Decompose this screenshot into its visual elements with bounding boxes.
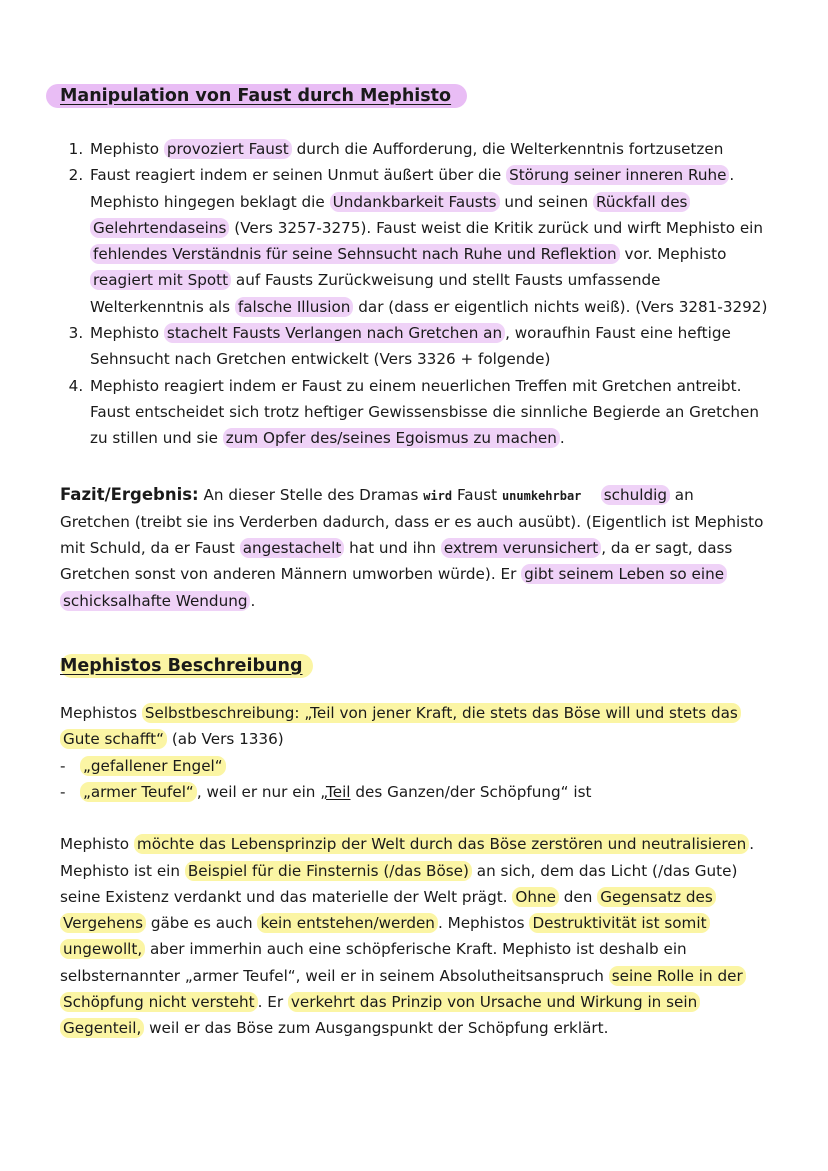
list-item: 2. Faust reagiert indem er seinen Unmut äußert über die Störung seiner inneren Ruhe . Mephisto hingegen beklagt die Undankbarkeit Fausts und seinen Rückfall des Gelehrtendaseins (Vers 3257-3275). Faust weist die Kritik zurück und wirft Mephisto ein fehlendes Verständnis für seine Sehnsucht nach Ruhe und Reflektion vor. Mephisto reagiert mit Spott auf Fausts Zurückweisung und stellt Fausts umfassende Welterkenntnis als falsche Illusion dar (dass er eigentlich nichts weiß). (Vers 3281-3292) [88, 162, 768, 320]
selbstbeschreibung-paragraph: Mephistos Selbstbeschreibung: „Teil von jener Kraft, die stets das Böse will und stets das Gute schafft“ (ab Vers 1336) [60, 700, 768, 753]
list-item: - „armer Teufel“ , weil er nur ein „Teil des Ganzen/der Schöpfung“ ist [60, 779, 768, 805]
manipulation-list [60, 136, 768, 452]
list-item: 3. Mephisto stachelt Fausts Verlangen nach Gretchen an , woraufhin Faust eine heftige Sehnsucht nach Gretchen entwickelt (Vers 3326 + folgende) [88, 320, 768, 373]
list-item: - „gefallener Engel“ [60, 753, 768, 779]
section1-title: Manipulation von Faust durch Mephisto [60, 86, 452, 106]
list-item: 1. Mephisto provoziert Faust durch die Aufforderung, die Welterkenntnis fortzusetzen [88, 136, 768, 162]
handwritten-word: wird [423, 488, 453, 503]
section2-heading-highlight [60, 654, 313, 678]
description-list [60, 753, 768, 806]
section2 [60, 654, 768, 1042]
handwritten-word: unumkehrbar [501, 488, 582, 503]
section1-heading-highlight [46, 84, 467, 108]
mephisto-analysis-paragraph: Mephisto möchte das Lebensprinzip der Welt durch das Böse zerstören und neutralisieren . Mephisto ist ein Beispiel für die Finsternis (/das Böse) an sich, dem das Licht (/das Gute) seine Existenz verdankt und das materielle der Welt prägt. Ohne den Gegensatz des Vergehens gäbe es auch kein entstehen/werden . Mephistos Destruktivität ist somit ungewollt, aber immerhin auch eine schöpferische Kraft. Mephisto ist deshalb ein selbsternannter „armer Teufel“, weil er in seinem Absolutheitsanspruch seine Rolle in der Schöpfung nicht versteht . Er verkehrt das Prinzip von Ursache und Wirkung in sein Gegenteil, weil er das Böse zum Ausgangspunkt der Schöpfung erklärt. [60, 835, 755, 1038]
fazit-label: Fazit/Ergebnis: [60, 484, 199, 504]
section2-title: Mephistos Beschreibung [60, 656, 303, 677]
list-item: 4. Mephisto reagiert indem er Faust zu einem neuerlichen Treffen mit Gretchen antreibt. Faust entscheidet sich trotz heftiger Gewissensbisse die sinnliche Begierde an Gretchen zu stillen und sie zum Opfer des/seines Egoismus zu machen . [88, 373, 768, 452]
fazit-paragraph: Fazit/Ergebnis: An dieser Stelle des Dramas wird Faust unumkehrbar schuldig an Gretchen (treibt sie ins Verderben dadurch, dass er es auch ausübt). (Eigentlich ist Mephisto mit Schuld, da er Faust angestachelt hat und ihn extrem verunsichert , da er sagt, dass Gretchen sonst von anderen Männern umworben würde). Er gibt seinem Leben so eine schicksalhafte Wendung . [60, 484, 764, 610]
